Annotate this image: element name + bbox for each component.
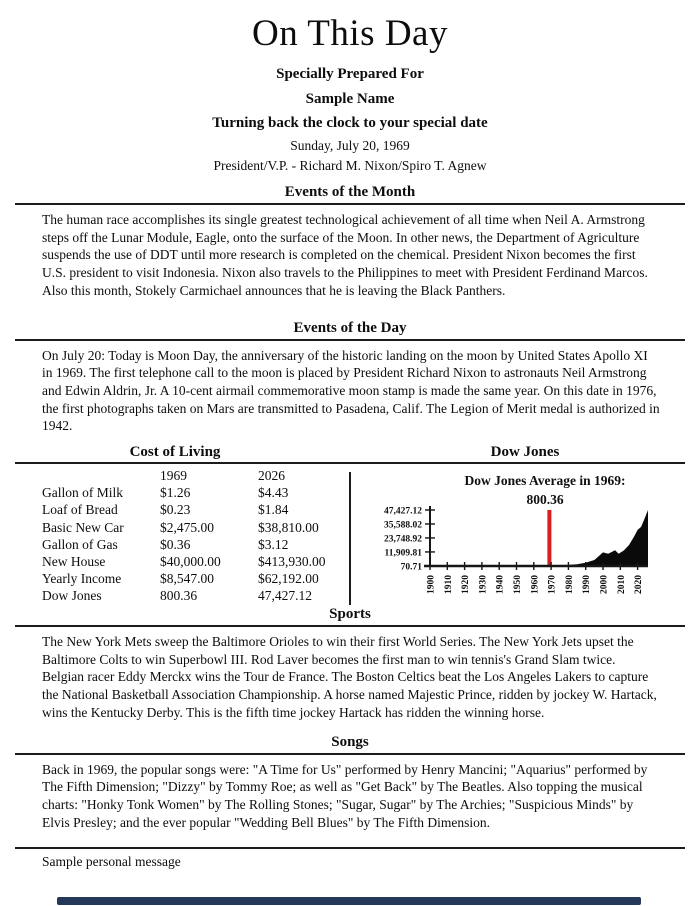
events-of-day-heading: Events of the Day: [293, 319, 407, 336]
chart-title: Dow Jones Average in 1969:: [464, 473, 626, 489]
x-tick-label: 1900: [426, 575, 437, 595]
column-divider: [349, 472, 351, 605]
cost-of-living-header-row: [42, 468, 358, 485]
x-tick-label: 1920: [461, 575, 472, 595]
table-cell: $62,192.00: [258, 571, 319, 587]
songs-text: Back in 1969, the popular songs were: "A Time for Us" performed by Henry Mancini; "Aquarius" performed by The Fifth Dimension; "Dizzy" by Tommy Roe; as well as "Get Back" by The Beatles. Also topping the musical charts: "Honky Tonk Women" by The Rolling Stones; "Sugar, Sugar" by The Archies; "Suspicious Minds" by Elvis Presley; and the ever popular "Wedding Bell Blues" by The Fifth Dimension.: [42, 761, 648, 830]
table-cell: $413,930.00: [258, 553, 326, 569]
table-cell: 800.36: [160, 588, 198, 604]
cost-of-living-heading: Cost of Living: [129, 444, 221, 461]
table-cell: Dow Jones: [42, 588, 102, 604]
y-tick-label: 47,427.12: [384, 506, 422, 517]
table-cell: Loaf of Bread: [42, 502, 118, 518]
cost-and-chart-section: [0, 464, 700, 607]
tagline: Turning back the clock to your special date: [212, 115, 488, 131]
table-row: [42, 485, 358, 502]
chart-highlight-value: 800.36: [526, 492, 564, 508]
table-cell: $8,547.00: [160, 571, 214, 587]
rule-under-sports: [15, 625, 685, 627]
x-tick-label: 1990: [582, 575, 593, 595]
events-of-month-text: The human race accomplishes its single greatest technological achievement of all time when Neil A. Armstrong steps off the Lunar Module, Eagle, onto the surface of the Moon. In other news, the Department of Agriculture suspends the use of DDT until more research is completed on the chemical. President Nixon becomes the first U.S. president to visit Indonesia. Nixon also travels to the Philippines to meet with President Ferdinand Marcos. Also this month, Stokely Carmichael announces that he is leaving the Black Panthers.: [42, 212, 648, 298]
table-cell: Basic New Car: [42, 519, 124, 535]
sports-heading: Sports: [329, 606, 371, 623]
x-tick-label: 2000: [599, 575, 610, 595]
songs-heading: Songs: [331, 733, 369, 750]
y-tick-label: 11,909.81: [384, 548, 422, 559]
cost-of-living-table: [42, 468, 358, 606]
table-row: [42, 554, 358, 571]
dow-area-series: [430, 510, 648, 566]
x-tick-label: 1940: [495, 575, 506, 595]
table-cell: $0.36: [160, 536, 191, 552]
y-tick-label: 70.71: [400, 562, 422, 573]
dow-jones-chart: [352, 464, 685, 607]
x-tick-label: 1910: [443, 575, 454, 595]
rule-under-day: [15, 339, 685, 341]
rule-under-month: [15, 203, 685, 205]
table-cell: Yearly Income: [42, 571, 122, 587]
table-cell: $3.12: [258, 536, 289, 552]
x-tick-label: 1930: [478, 575, 489, 595]
personal-message: Sample personal message: [42, 854, 181, 870]
dow-jones-heading: Dow Jones: [490, 444, 560, 461]
x-tick-label: 1960: [530, 575, 541, 595]
table-cell: $2,475.00: [160, 519, 214, 535]
cost-of-living-table-body: [42, 485, 358, 605]
prepared-for-label: Specially Prepared For: [276, 66, 424, 82]
table-cell: $38,810.00: [258, 519, 319, 535]
x-tick-label: 1980: [564, 575, 575, 595]
x-tick-label: 1970: [547, 575, 558, 595]
table-cell: New House: [42, 553, 106, 569]
table-row: [42, 537, 358, 554]
president-line: President/V.P. - Richard M. Nixon/Spiro T. Agnew: [213, 158, 487, 173]
recipient-name: Sample Name: [305, 91, 395, 107]
y-tick-label: 35,588.02: [384, 520, 422, 531]
table-cell: $0.23: [160, 502, 191, 518]
sports-text: The New York Mets sweep the Baltimore Orioles to win their first World Series. The New York Jets upset the Baltimore Colts to win Superbowl III. Rod Laver becomes the first man to win tennis's Grand Slam twice. Belgian racer Eddy Merckx wins the Tour de France. The Boston Celtics beat the Los Angeles Lakers to capture the National Basketball Association Championship. A horse named Majestic Prince, ridden by jockey W. Hartack, wins the Kentucky Derby. This is the fifth time jockey Hartack has ridden the winning horse.: [42, 634, 657, 720]
x-tick-label: 2020: [634, 575, 645, 595]
table-cell: $4.43: [258, 485, 289, 501]
x-tick-label: 2010: [616, 575, 627, 595]
table-row: [42, 502, 358, 519]
rule-under-songs: [15, 753, 685, 755]
table-cell: Gallon of Gas: [42, 536, 118, 552]
table-cell: $40,000.00: [160, 553, 221, 569]
table-cell: $1.84: [258, 502, 289, 518]
x-tick-label: 1950: [513, 575, 524, 595]
year-column-1969: 1969: [160, 468, 187, 484]
y-tick-label: 23,748.92: [384, 534, 422, 545]
events-of-day-text: On July 20: Today is Moon Day, the anniversary of the historic landing on the moon by United States Apollo XI in 1969. The first telephone call to the moon is placed by President Richard Nixon to astronauts Neil Armstrong and Edwin Aldrin, Jr. A 10-cent airmail commemorative moon stamp is made the same year. On this date in 1976, the first photographs taken on Mars are transmitted to Pasadena, Calif. The Legion of Merit medal is authorized in 1942.: [42, 347, 660, 434]
special-date: Sunday, July 20, 1969: [290, 138, 410, 153]
table-row: [42, 588, 358, 605]
events-of-month-heading: Events of the Month: [284, 184, 416, 200]
table-cell: Gallon of Milk: [42, 485, 123, 501]
table-row: [42, 520, 358, 537]
rule-above-message: [15, 847, 685, 849]
table-cell: $1.26: [160, 485, 191, 501]
table-cell: 47,427.12: [258, 588, 312, 604]
table-row: [42, 571, 358, 588]
page-title: On This Day: [252, 13, 448, 54]
bottom-bar: [57, 897, 641, 905]
year-column-2026: 2026: [258, 468, 285, 484]
